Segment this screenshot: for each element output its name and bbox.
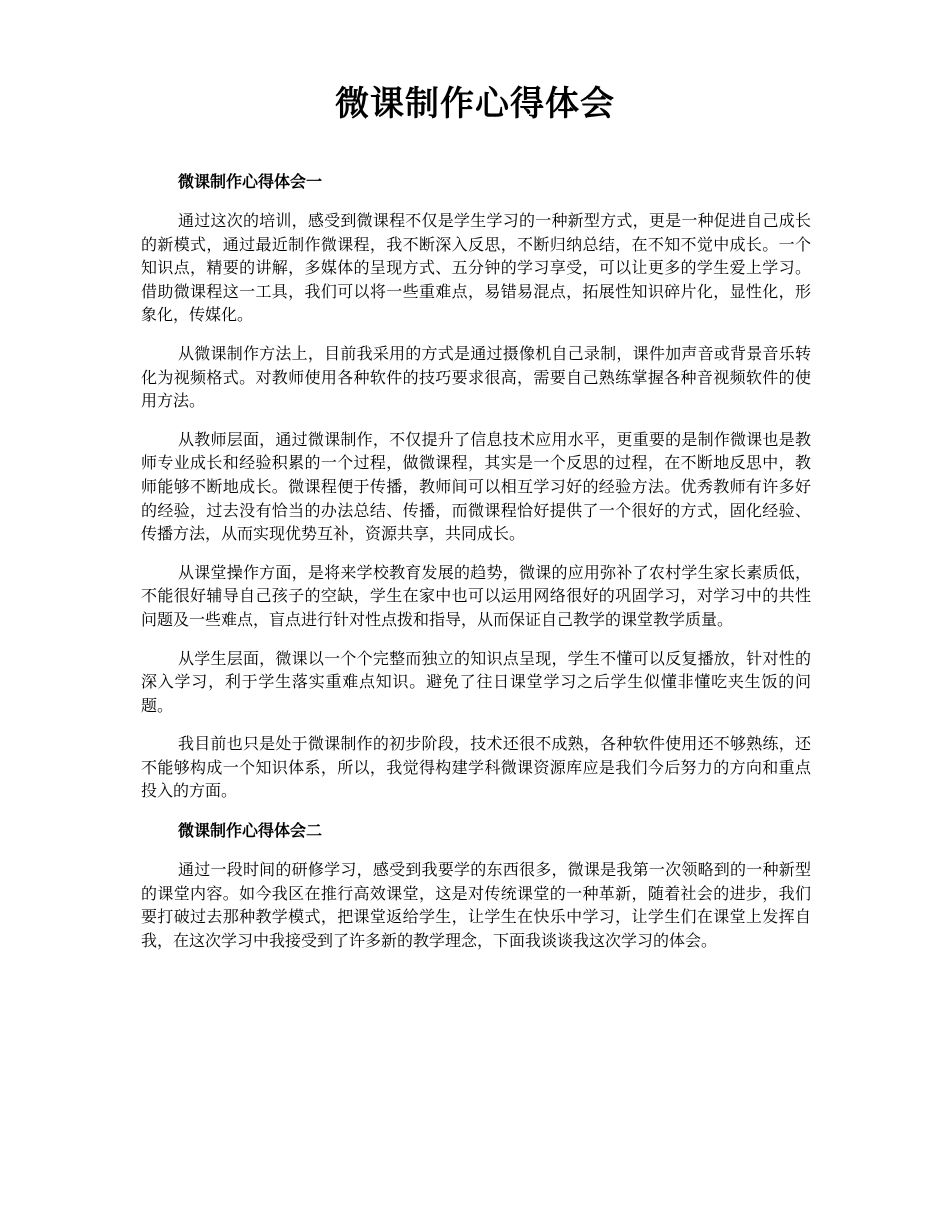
section-1 [141, 169, 811, 803]
document-title: 微课制作心得体会 [335, 84, 615, 124]
paragraph: 从学生层面，微课以一个个完整而独立的知识点呈现，学生不懂可以反复播放，针对性的深入学习，利于学生落实重难点知识。避免了往日课堂学习之后学生似懂非懂吃夹生饭的问题。 [141, 648, 811, 715]
paragraph: 从微课制作方法上，目前我采用的方式是通过摄像机自己录制，课件加声音或背景音乐转化为视频格式。对教师使用各种软件的技巧要求很高，需要自己熟练掌握各种音视频软件的使用方法。 [141, 343, 811, 411]
paragraph: 通过这次的培训，感受到微课程不仅是学生学习的一种新型方式，更是一种促进自己成长的新模式，通过最近制作微课程，我不断深入反思，不断归纳总结，在不知不觉中成长。一个知识点，精要的讲解，多媒体的呈现方式、五分钟的学习享受，可以让更多的学生爱上学习。借助微课程这一工具，我们可以将一些重难点，易错易混点，拓展性知识碎片化，显性化，形象化，传媒化。 [141, 211, 811, 325]
section-heading: 微课制作心得体会二 [178, 821, 323, 841]
section-2 [141, 818, 811, 952]
paragraph: 我目前也只是处于微课制作的初步阶段，技术还很不成熟，各种软件使用还不够熟练，还不能够构成一个知识体系，所以，我觉得构建学科微课资源库应是我们今后努力的方向和重点投入的方面。 [141, 734, 811, 801]
paragraph: 从课堂操作方面，是将来学校教育发展的趋势，微课的应用弥补了农村学生家长素质低，不能很好辅导自己孩子的空缺，学生在家中也可以运用网络很好的巩固学习，对学习中的共性问题及一些难点，盲点进行针对性点拨和指导，从而保证自己教学的课堂教学质量。 [141, 562, 811, 629]
paragraph: 从教师层面，通过微课制作，不仅提升了信息技术应用水平，更重要的是制作微课也是教师专业成长和经验积累的一个过程，做微课程，其实是一个反思的过程，在不断地反思中，教师能够不断地成长。微课程便于传播，教师间可以相互学习好的经验方法。优秀教师有许多好的经验，过去没有恰当的办法总结、传播，而微课程恰好提供了一个很好的方式，固化经验、传播方法，从而实现优势互补，资源共享，共同成长。 [141, 429, 811, 544]
section-heading: 微课制作心得体会一 [178, 172, 323, 191]
document-body [141, 169, 811, 967]
paragraph: 通过一段时间的研修学习，感受到我要学的东西很多，微课是我第一次领略到的一种新型的课堂内容。如今我区在推行高效课堂，这是对传统课堂的一种革新，随着社会的进步，我们要打破过去那种教学模式，把课堂返给学生，让学生在快乐中学习，让学生们在课堂上发挥自我，在这次学习中我接受到了许多新的教学理念，下面我谈谈我这次学习的体会。 [141, 860, 811, 950]
